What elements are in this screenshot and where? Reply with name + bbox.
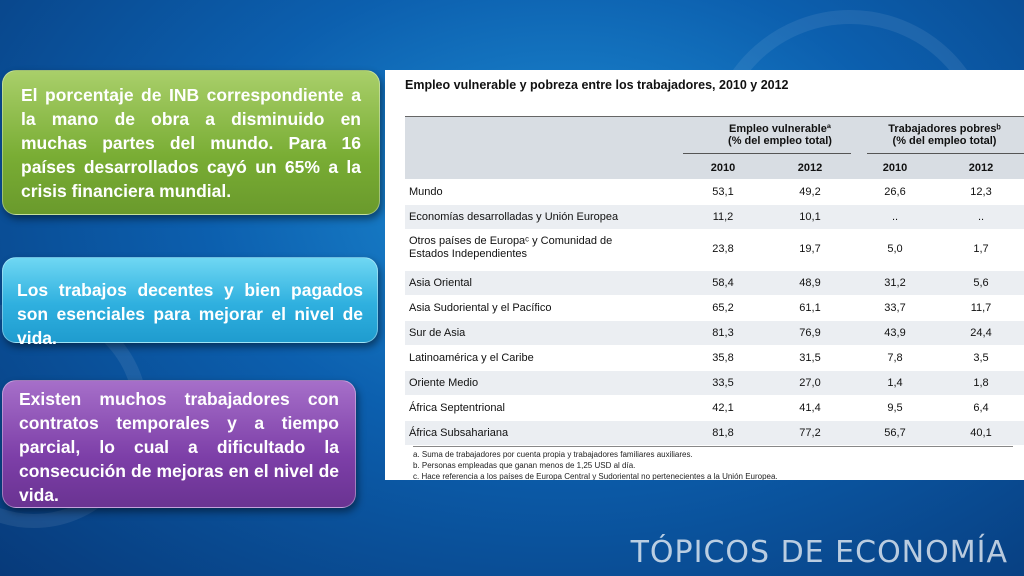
table-notes	[413, 446, 1013, 480]
row-value: 23,8	[712, 243, 734, 255]
year-header: 2010	[710, 162, 736, 174]
year-header: 2012	[968, 162, 994, 174]
row-value: 1,7	[973, 243, 989, 255]
row-value: 42,1	[712, 402, 734, 414]
row-value: 49,2	[799, 186, 821, 198]
employment-table	[405, 116, 1024, 445]
row-value: 12,3	[970, 186, 992, 198]
row-value: 1,8	[973, 377, 989, 389]
table-body	[405, 179, 1024, 445]
table-row	[405, 295, 1024, 320]
green-info-box	[2, 70, 380, 215]
blue-info-box	[2, 257, 378, 348]
row-value: 3,5	[973, 352, 989, 364]
row-value: 77,2	[799, 427, 821, 439]
table-row	[405, 229, 1024, 270]
blue-box-text: Los trabajos decentes y bien pagados son esenciales para mejorar el nivel de vida.	[17, 280, 363, 348]
year-header: 2012	[797, 162, 823, 174]
row-value: 53,1	[712, 186, 734, 198]
row-value: 65,2	[712, 302, 734, 314]
row-value: 11,2	[712, 211, 734, 223]
group-underline-1	[683, 153, 851, 154]
group-poor-sub: (% del empleo total)	[892, 135, 997, 147]
footer-brand: TÓPICOS DE ECONOMÍA	[630, 535, 1008, 570]
row-value: 40,1	[970, 427, 992, 439]
row-label: Oriente Medio	[409, 377, 479, 389]
row-value: 5,0	[887, 243, 903, 255]
row-value: 11,7	[970, 302, 992, 314]
row-value: 33,5	[712, 377, 734, 389]
row-value: 10,1	[799, 211, 821, 223]
row-label: Asia Oriental	[409, 277, 472, 289]
row-value: 31,5	[799, 352, 821, 364]
table-title: Empleo vulnerable y pobreza entre los trabajadores, 2010 y 2012	[405, 78, 789, 92]
row-value: 6,4	[973, 402, 989, 414]
table-row	[405, 420, 1024, 445]
group-poor-title: Trabajadores pobresᵇ	[888, 123, 1001, 135]
row-value: 31,2	[884, 277, 906, 289]
note: c. Hace referencia a los países de Europa Central y Sudoriental no pertenecientes a la Unión Europea.	[413, 472, 778, 480]
note: b. Personas empleadas que ganan menos de 1,25 USD al día.	[413, 461, 636, 470]
table-row	[405, 179, 1024, 204]
row-label: África Subsahariana	[409, 427, 509, 439]
group-underline-2	[867, 153, 1024, 154]
row-value: 7,8	[887, 352, 903, 364]
row-value: 27,0	[799, 377, 821, 389]
green-box-text: El porcentaje de INB correspondiente a la mano de obra a disminuido en muchas partes del mundo. Para 16 países desarrollados cayó un 65% a la crisis financiera mundial.	[21, 85, 361, 201]
row-value: 56,7	[884, 427, 906, 439]
row-label: Mundo	[409, 186, 443, 198]
note: a. Suma de trabajadores por cuenta propia y trabajadores familiares auxiliares.	[413, 450, 693, 459]
row-value: 41,4	[799, 402, 821, 414]
row-label: Latinoamérica y el Caribe	[409, 352, 534, 364]
row-label: África Septentrional	[409, 402, 505, 414]
row-value: 43,9	[884, 327, 906, 339]
row-value: ..	[977, 211, 985, 223]
table-row	[405, 345, 1024, 370]
row-label: Otros países de Europaᶜ y Comunidad de Estados Independientes	[409, 235, 613, 260]
table-row	[405, 270, 1024, 295]
employment-table-panel	[385, 70, 1024, 480]
row-value: 5,6	[973, 277, 989, 289]
table-row	[405, 395, 1024, 420]
row-value: 9,5	[887, 402, 903, 414]
row-label: Asia Sudoriental y el Pacífico	[409, 302, 552, 314]
row-value: 1,4	[887, 377, 903, 389]
row-value: 81,3	[712, 327, 734, 339]
group-vulnerable-title: Empleo vulnerableª	[729, 123, 831, 135]
row-value: 58,4	[712, 277, 734, 289]
year-header: 2010	[882, 162, 908, 174]
row-value: 76,9	[799, 327, 821, 339]
row-label: Sur de Asia	[409, 327, 466, 339]
row-value: 24,4	[970, 327, 992, 339]
table-row	[405, 320, 1024, 345]
row-value: 81,8	[712, 427, 734, 439]
row-value: 26,6	[884, 186, 906, 198]
row-value: ..	[891, 211, 899, 223]
row-label: Economías desarrolladas y Unión Europea	[409, 211, 619, 223]
table-row	[405, 204, 1024, 229]
row-value: 48,9	[799, 277, 821, 289]
row-value: 33,7	[884, 302, 906, 314]
purple-info-box	[2, 380, 356, 508]
group-header-poor	[865, 123, 1024, 147]
row-value: 19,7	[799, 243, 821, 255]
row-value: 61,1	[799, 302, 821, 314]
table-row	[405, 370, 1024, 395]
table-header	[405, 116, 1024, 179]
group-header-vulnerable	[695, 123, 865, 147]
row-value: 35,8	[712, 352, 734, 364]
group-vulnerable-sub: (% del empleo total)	[728, 135, 832, 147]
purple-box-text: Existen muchos trabajadores con contratos temporales y a tiempo parcial, lo cual a dificultado la consecución de mejoras en el nivel de vida.	[19, 389, 339, 505]
